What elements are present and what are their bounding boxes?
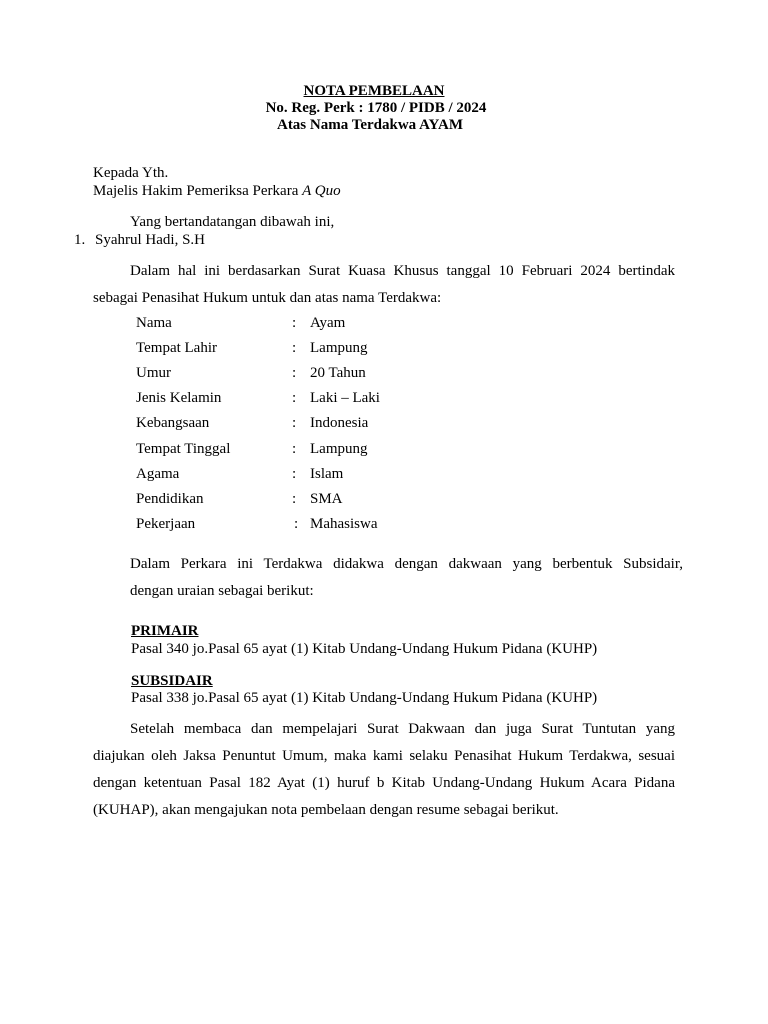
closing-line-1: Setelah membaca dan mempelajari Surat Dakwaan dan juga Surat Tuntutan yang xyxy=(130,721,675,737)
identity-separator: : xyxy=(292,491,297,507)
identity-separator: : xyxy=(292,365,297,381)
mandate-line-1: Dalam hal ini berdasarkan Surat Kuasa Khusus tanggal 10 Februari 2024 bertindak xyxy=(130,263,675,279)
identity-label: Tempat Tinggal xyxy=(136,441,231,457)
identity-value: SMA xyxy=(310,491,343,507)
signer-name: Syahrul Hadi, S.H xyxy=(95,232,205,248)
primair-heading: PRIMAIR xyxy=(131,623,199,639)
identity-separator: : xyxy=(292,415,297,431)
addressee-court xyxy=(93,182,341,200)
identity-value: Indonesia xyxy=(310,415,369,431)
identity-separator: : xyxy=(292,340,297,356)
identity-separator: : xyxy=(294,516,299,532)
identity-row xyxy=(136,389,636,409)
identity-value: Laki – Laki xyxy=(310,390,380,406)
identity-label: Agama xyxy=(136,466,180,482)
identity-value: Mahasiswa xyxy=(310,516,378,532)
mandate-line-2: sebagai Penasihat Hukum untuk dan atas nama Terdakwa: xyxy=(93,290,442,306)
identity-value: Lampung xyxy=(310,340,368,356)
identity-value: Ayam xyxy=(310,315,346,331)
identity-row xyxy=(136,339,636,359)
identity-label: Tempat Lahir xyxy=(136,340,217,356)
document-title: NOTA PEMBELAAN xyxy=(303,83,445,99)
identity-separator: : xyxy=(292,390,297,406)
subsidair-heading: SUBSIDAIR xyxy=(131,673,213,689)
signer-number: 1. xyxy=(74,232,86,248)
identity-row xyxy=(136,364,636,384)
addressee-court-text: Majelis Hakim Pemeriksa Perkara xyxy=(93,183,303,199)
identity-label: Umur xyxy=(136,365,171,381)
closing-line-2: diajukan oleh Jaksa Penuntut Umum, maka kami selaku Penasihat Hukum Terdakwa, sesuai xyxy=(93,748,675,764)
identity-row xyxy=(136,440,636,460)
identity-separator: : xyxy=(292,441,297,457)
charges-intro-line-1: Dalam Perkara ini Terdakwa didakwa dengan dakwaan yang berbentuk Subsidair, xyxy=(130,556,683,572)
identity-row xyxy=(136,314,636,334)
charges-intro-line-2: dengan uraian sebagai berikut: xyxy=(130,583,314,599)
addressee-greeting: Kepada Yth. xyxy=(93,165,169,181)
primair-article: Pasal 340 jo.Pasal 65 ayat (1) Kitab Undang-Undang Hukum Pidana (KUHP) xyxy=(131,641,598,657)
identity-label: Pendidikan xyxy=(136,491,204,507)
identity-row xyxy=(136,490,636,510)
identity-value: Islam xyxy=(310,466,344,482)
identity-label: Pekerjaan xyxy=(136,516,196,532)
closing-line-3: dengan ketentuan Pasal 182 Ayat (1) huruf b Kitab Undang-Undang Hukum Acara Pidana xyxy=(93,775,675,791)
addressee-court-italic: A Quo xyxy=(302,183,341,199)
defendant-name-line: Atas Nama Terdakwa AYAM xyxy=(276,117,463,133)
identity-value: 20 Tahun xyxy=(310,365,366,381)
registration-number: No. Reg. Perk : 1780 / PIDB / 2024 xyxy=(265,100,487,116)
identity-label: Nama xyxy=(136,315,172,331)
identity-label: Jenis Kelamin xyxy=(136,390,222,406)
identity-separator: : xyxy=(292,315,297,331)
identity-row xyxy=(136,465,636,485)
subsidair-article: Pasal 338 jo.Pasal 65 ayat (1) Kitab Undang-Undang Hukum Pidana (KUHP) xyxy=(131,690,598,706)
signer-intro: Yang bertandatangan dibawah ini, xyxy=(130,214,335,230)
identity-row xyxy=(136,515,636,535)
identity-value: Lampung xyxy=(310,441,368,457)
identity-row xyxy=(136,414,636,434)
identity-label: Kebangsaan xyxy=(136,415,210,431)
closing-line-4: (KUHAP), akan mengajukan nota pembelaan dengan resume sebagai berikut. xyxy=(93,802,559,818)
identity-separator: : xyxy=(292,466,297,482)
